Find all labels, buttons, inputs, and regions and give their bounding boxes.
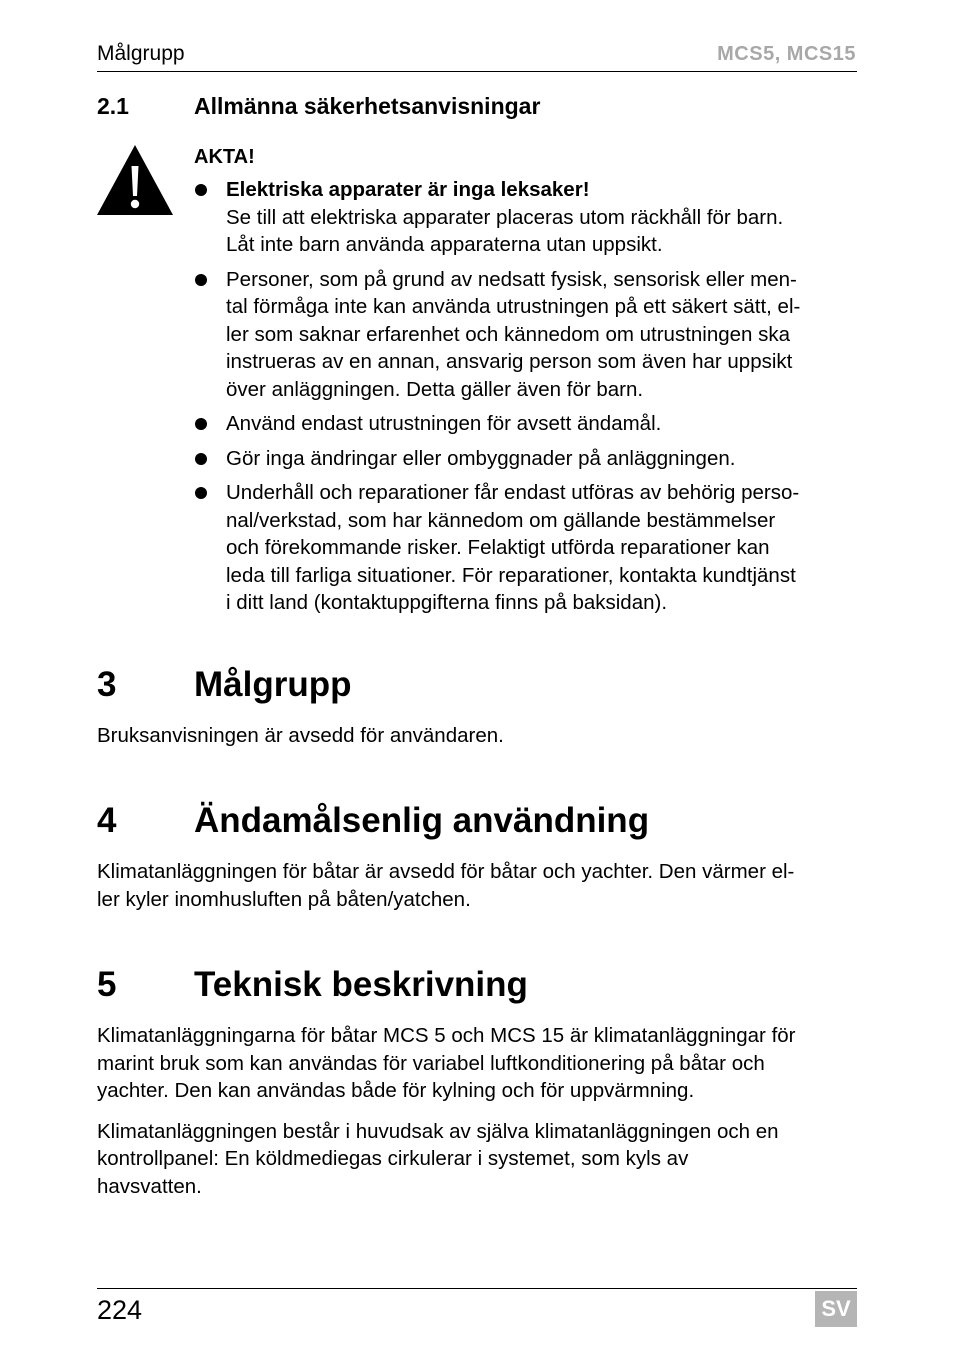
bullet-text-line: instrueras av en annan, ansvarig person som även har uppsikt: [226, 350, 793, 373]
paragraph-line: Klimatanläggningarna för båtar MCS 5 och MCS 15 är klimatanläggningar för: [97, 1024, 796, 1047]
bullet-dot-icon: [195, 274, 207, 286]
warning-triangle-icon: [96, 144, 174, 216]
bullet-text-line: nal/verkstad, som har kännedom om gällande bestämmelser: [226, 508, 776, 532]
paragraph-line: Bruksanvisningen är avsedd för användaren.: [97, 724, 504, 747]
warning-bullet-item: [194, 410, 858, 438]
section-3-body: [97, 722, 867, 750]
bullet-dot-icon: [195, 487, 207, 499]
section-title: Ändamålsenlig användning: [194, 801, 650, 840]
paragraph-line: Klimatanläggningen för båtar är avsedd för båtar och yachter. Den värmer el-: [97, 860, 795, 883]
paragraph-line: havsvatten.: [97, 1174, 202, 1198]
bullet-text-line: Elektriska apparater är inga leksaker!: [226, 178, 590, 201]
warning-bullet-item: [194, 176, 858, 259]
bullet-text-line: Använd endast utrustningen för avsett ändamål.: [226, 412, 662, 435]
warning-bullet-item: [194, 445, 858, 473]
bullet-text-line: Se till att elektriska apparater placeras utom räckhåll för barn.: [226, 205, 784, 229]
bullet-dot-icon: [195, 453, 207, 465]
footer-rule: [97, 1288, 857, 1289]
language-badge: SV: [815, 1291, 857, 1327]
warning-bullet-item: [194, 479, 858, 617]
header-rule: [97, 71, 857, 72]
paragraph-line: marint bruk som kan användas för variabel luftkonditionering på båtar och: [97, 1051, 765, 1075]
paragraph-line: yachter. Den kan användas både för kylning och för uppvärmning.: [97, 1079, 695, 1102]
bullet-text-line: leda till farliga situationer. För reparationer, kontakta kundtjänst: [226, 563, 796, 587]
section-title: Allmänna säkerhetsanvisningar: [194, 93, 541, 119]
bullet-text-line: Personer, som på grund av nedsatt fysisk, sensorisk eller men-: [226, 267, 797, 291]
warning-label: AKTA!: [194, 146, 255, 168]
section-number: 3: [97, 665, 117, 704]
paragraph: [97, 1118, 867, 1201]
page-header-model: MCS5, MCS15: [717, 43, 856, 65]
section-number: 2.1: [97, 93, 129, 119]
page-number: 224: [97, 1295, 143, 1325]
bullet-dot-icon: [195, 184, 207, 196]
paragraph: [97, 1022, 867, 1105]
page-header-title: Målgrupp: [97, 42, 185, 65]
bullet-text-line: Låt inte barn använda apparaterna utan uppsikt.: [226, 233, 663, 256]
paragraph-line: Klimatanläggningen består i huvudsak av själva klimatanläggningen och en: [97, 1119, 779, 1143]
bullet-text-line: Underhåll och reparationer får endast utföras av behörig perso-: [226, 481, 800, 504]
bullet-text-line: och förekommande risker. Felaktigt utförda reparationer kan: [226, 536, 770, 559]
section-4-body: [97, 858, 867, 913]
paragraph-line: ler kyler inomhusluften på båten/yatchen.: [97, 887, 471, 911]
bullet-text-line: i ditt land (kontaktuppgifterna finns på baksidan).: [226, 591, 668, 614]
bullet-text-line: ler som saknar erfarenhet och kännedom om utrustningen ska: [226, 322, 791, 346]
section-number: 4: [97, 801, 117, 840]
section-number: 5: [97, 965, 117, 1004]
paragraph: [97, 722, 867, 750]
bullet-text-line: tal förmåga inte kan använda utrustningen på ett säkert sätt, el-: [226, 295, 801, 318]
warning-bullet-list: [194, 176, 858, 624]
section-title: Teknisk beskrivning: [194, 965, 528, 1004]
bullet-text-line: över anläggningen. Detta gäller även för barn.: [226, 377, 644, 401]
warning-bullet-item: [194, 266, 858, 404]
section-title: Målgrupp: [194, 665, 352, 704]
paragraph: [97, 858, 867, 913]
bullet-text-line: Gör inga ändringar eller ombyggnader på anläggningen.: [226, 446, 736, 470]
paragraph-line: kontrollpanel: En köldmediegas cirkulerar i systemet, som kyls av: [97, 1147, 689, 1170]
section-5-body: [97, 1022, 867, 1200]
bullet-dot-icon: [195, 418, 207, 430]
